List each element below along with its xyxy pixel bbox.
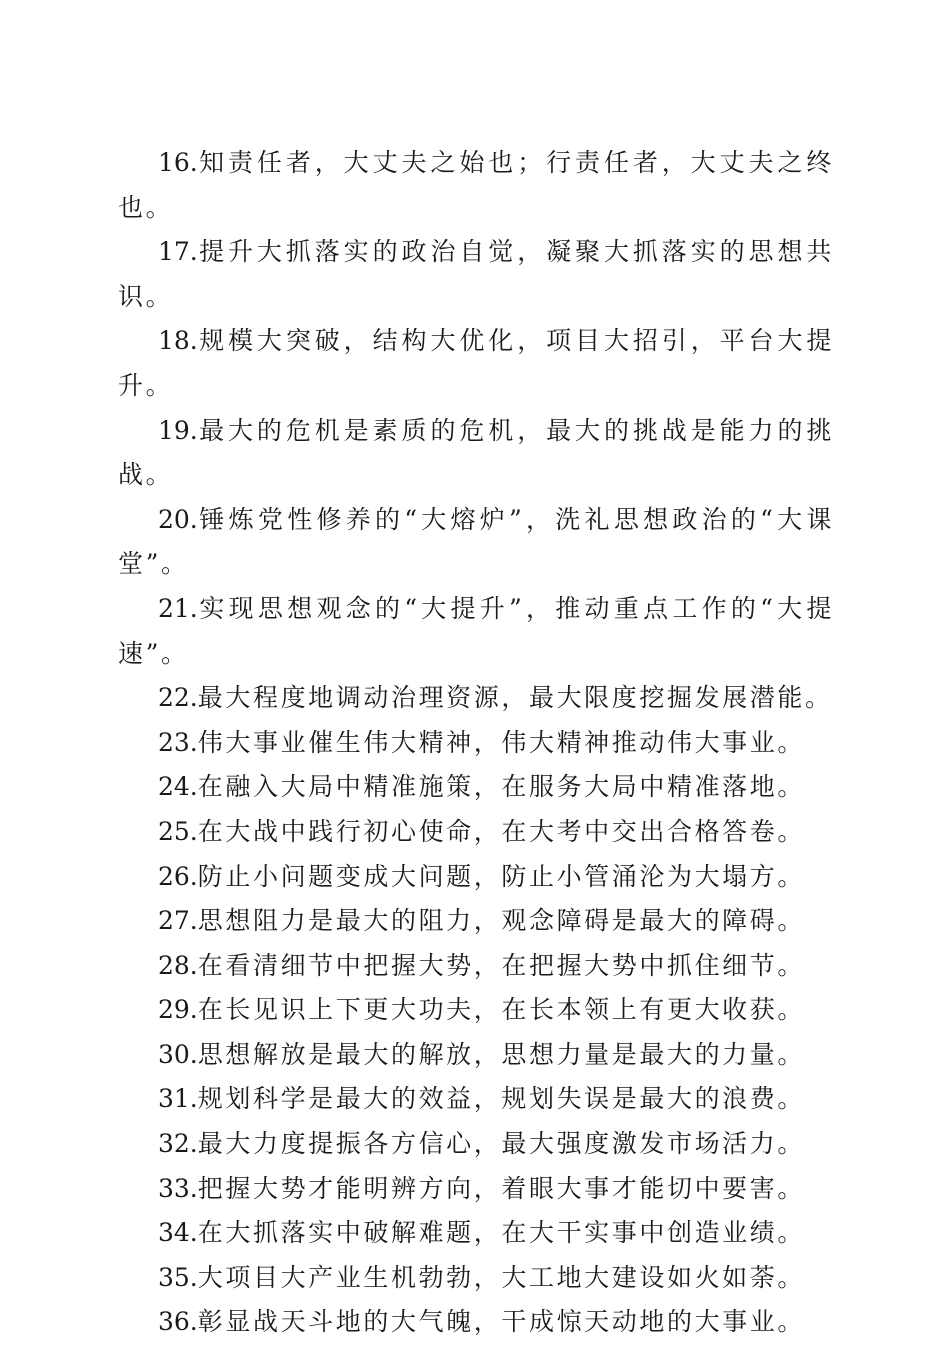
- item-number: 30.: [158, 1039, 198, 1069]
- item-text: 伟大事业催生伟大精神，伟大精神推动伟大事业。: [197, 727, 805, 757]
- list-item: [118, 1077, 834, 1122]
- list-item: [118, 1211, 834, 1256]
- list-item: [118, 1300, 834, 1345]
- item-text: 在长见识上下更大功夫，在长本领上有更大收获。: [197, 995, 805, 1025]
- item-text: 在看清细节中把握大势，在把握大势中抓住细节。: [197, 950, 805, 980]
- document-page: [118, 141, 834, 1345]
- item-number: 35.: [158, 1262, 198, 1292]
- item-number: 19.: [158, 415, 198, 445]
- item-number: 20.: [158, 504, 198, 534]
- list-item: [118, 810, 834, 855]
- item-number: 32.: [158, 1129, 198, 1159]
- item-number: 28.: [158, 950, 198, 980]
- list-item: [118, 498, 834, 587]
- item-text: 思想阻力是最大的阻力，观念障碍是最大的障碍。: [197, 906, 805, 936]
- list-item: [118, 587, 834, 676]
- item-text: 实现思想观念的“大提升”，推动重点工作的“大提速”。: [118, 593, 834, 668]
- item-text: 在大抓落实中破解难题，在大干实事中创造业绩。: [197, 1218, 805, 1248]
- item-text: 防止小问题变成大问题，防止小管涌沦为大塌方。: [197, 861, 805, 891]
- list-item: [118, 230, 834, 319]
- list-item: [118, 141, 834, 230]
- item-text: 大项目大产业生机勃勃，大工地大建设如火如荼。: [197, 1262, 805, 1292]
- item-number: 17.: [158, 237, 198, 267]
- item-number: 24.: [158, 772, 198, 802]
- item-text: 规模大突破，结构大优化，项目大招引，平台大提升。: [118, 326, 834, 400]
- list-item: [118, 855, 834, 900]
- item-text: 知责任者，大丈夫之始也；行责任者，大丈夫之终也。: [118, 148, 834, 222]
- item-text: 规划科学是最大的效益，规划失误是最大的浪费。: [197, 1084, 805, 1114]
- item-text: 在大战中践行初心使命，在大考中交出合格答卷。: [197, 816, 805, 846]
- item-number: 27.: [158, 906, 198, 936]
- item-number: 21.: [158, 593, 198, 623]
- item-number: 29.: [158, 995, 198, 1025]
- item-number: 22.: [158, 683, 198, 713]
- list-item: [118, 1122, 834, 1167]
- item-text: 最大力度提振各方信心，最大强度激发市场活力。: [197, 1129, 805, 1159]
- item-number: 36.: [158, 1307, 198, 1337]
- list-item: [118, 1256, 834, 1301]
- list-item: [118, 1033, 834, 1078]
- item-number: 16.: [158, 148, 198, 177]
- list-item: [118, 899, 834, 944]
- item-number: 25.: [158, 816, 198, 846]
- list-item: [118, 988, 834, 1033]
- item-number: 31.: [158, 1084, 198, 1114]
- list-item: [118, 944, 834, 989]
- list-item: [118, 721, 834, 766]
- item-number: 26.: [158, 861, 198, 891]
- item-text: 最大程度地调动治理资源，最大限度挖掘发展潜能。: [197, 683, 833, 713]
- item-number: 34.: [158, 1218, 198, 1248]
- item-number: 33.: [158, 1173, 198, 1203]
- item-number: 18.: [158, 326, 198, 356]
- item-text: 彰显战天斗地的大气魄，干成惊天动地的大事业。: [197, 1307, 805, 1337]
- item-text: 在融入大局中精准施策，在服务大局中精准落地。: [197, 772, 805, 802]
- item-text: 思想解放是最大的解放，思想力量是最大的力量。: [197, 1039, 805, 1069]
- item-text: 最大的危机是素质的危机，最大的挑战是能力的挑战。: [118, 415, 834, 490]
- item-text: 提升大抓落实的政治自觉，凝聚大抓落实的思想共识。: [118, 237, 834, 311]
- list-item: [118, 319, 834, 408]
- list-item: [118, 1167, 834, 1212]
- item-text: 锤炼党性修养的“大熔炉”，洗礼思想政治的“大课堂”。: [118, 504, 834, 579]
- item-text: 把握大势才能明辨方向，着眼大事才能切中要害。: [197, 1173, 805, 1203]
- list-item: [118, 676, 834, 721]
- list-item: [118, 409, 834, 498]
- list-item: [118, 765, 834, 810]
- item-number: 23.: [158, 727, 198, 757]
